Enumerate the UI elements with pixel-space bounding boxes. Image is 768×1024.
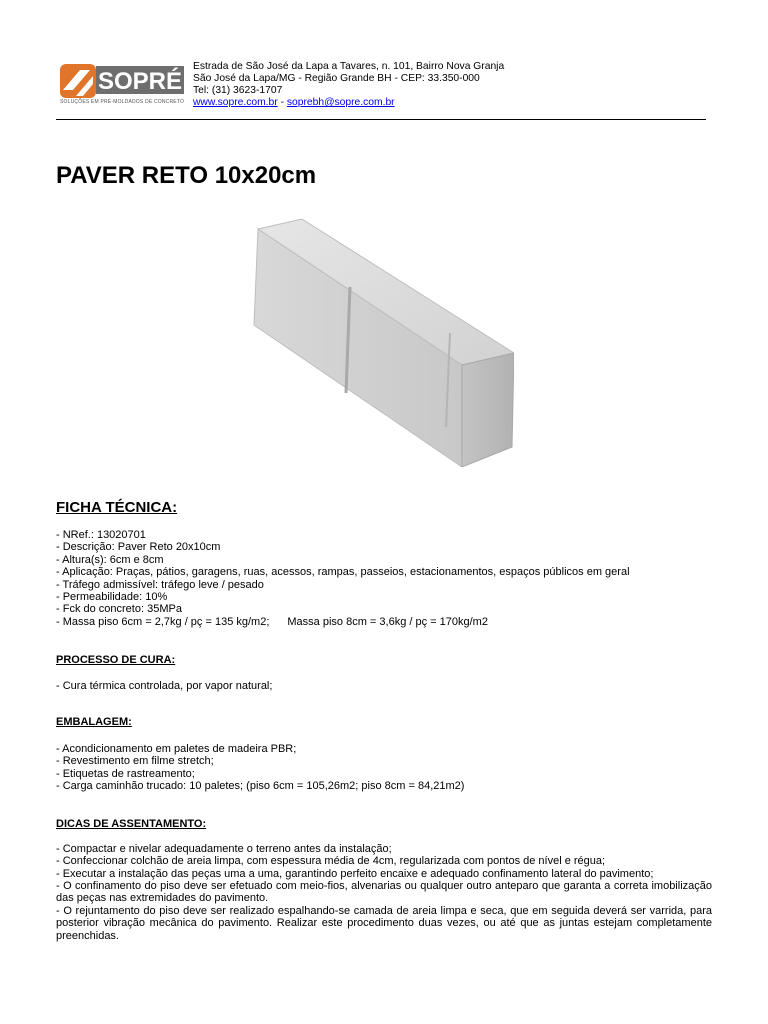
dicas-paragraph-rejuntamento: - O rejuntamento do piso deve ser realizado espalhando-se camada de areia limpa e seca, que em seguida deverá ser varrida, para posterior vibração mecânica do pavimento. Realizar este procedimento duas vezes, ou até que as juntas estejam completamente preenchidas. bbox=[56, 905, 712, 942]
list-item: - Permeabilidade: 10% bbox=[56, 591, 168, 604]
processo-cura-list bbox=[56, 680, 272, 692]
processo-cura-heading: PROCESSO DE CURA: bbox=[56, 654, 176, 666]
list-item: - Fck do concreto: 35MPa bbox=[56, 603, 182, 616]
links-line bbox=[193, 97, 504, 109]
list-item: - NRef.: 13020701 bbox=[56, 529, 146, 541]
list-item: - Confeccionar colchão de areia limpa, com espessura média de 4cm, regularizada com pontos de nível e régua; bbox=[56, 855, 606, 868]
header-divider bbox=[56, 119, 706, 120]
ficha-tecnica-list bbox=[56, 529, 630, 628]
list-item: - Etiquetas de rastreamento; bbox=[56, 767, 195, 780]
list-item: - Revestimento em filme stretch; bbox=[56, 755, 214, 768]
product-photo bbox=[250, 215, 514, 467]
dicas-heading: DICAS DE ASSENTAMENTO: bbox=[56, 818, 207, 830]
list-item: - Compactar e nivelar adequadamente o terreno antes da instalação; bbox=[56, 843, 392, 855]
list-item: - Acondicionamento em paletes de madeira PBR; bbox=[56, 743, 297, 755]
page-title: PAVER RETO 10x20cm bbox=[56, 162, 317, 189]
list-item: - Cura térmica controlada, por vapor natural; bbox=[56, 680, 273, 692]
logo-tagline: SOLUÇÕES EM PRÉ-MOLDADOS DE CONCRETO bbox=[60, 99, 185, 105]
embalagem-list bbox=[56, 743, 464, 793]
list-item: - Aplicação: Praças, pátios, garagens, ruas, acessos, rampas, passeios, estacionamentos, espaços públicos em geral bbox=[56, 566, 630, 579]
list-item: - Tráfego admissível: tráfego leve / pesado bbox=[56, 578, 264, 591]
massa-8cm: Massa piso 8cm = 3,6kg / pç = 170kg/m2 bbox=[287, 615, 488, 628]
website-link[interactable]: www.sopre.com.br bbox=[193, 97, 278, 108]
email-link[interactable]: soprebh@sopre.com.br bbox=[286, 97, 395, 108]
ficha-tecnica-heading: FICHA TÉCNICA: bbox=[56, 499, 178, 516]
massa-row bbox=[56, 616, 630, 628]
massa-6cm: - Massa piso 6cm = 2,7kg / pç = 135 kg/m2; bbox=[56, 615, 270, 628]
list-item: - Executar a instalação das peças uma a uma, garantindo perfeito encaixe e adequado confinamento lateral do pavimento; bbox=[56, 867, 654, 880]
link-separator: - bbox=[277, 97, 287, 108]
dicas-paragraph-confinamento: - O confinamento do piso deve ser efetuado com meio-fios, alvenarias ou qualquer outro anteparo que garanta a correta imobilização das peças nas extremidades do pavimento. bbox=[56, 880, 712, 905]
list-item: - Descrição: Paver Reto 20x10cm bbox=[56, 541, 221, 554]
logo-brand-text: SOPRÉ bbox=[97, 68, 183, 95]
list-item: - Carga caminhão trucado: 10 paletes; (piso 6cm = 105,26m2; piso 8cm = 84,21m2) bbox=[56, 780, 465, 793]
address-line-2: São José da Lapa/MG - Região Grande BH - CEP: 33.350-000 bbox=[193, 73, 480, 84]
header-contact bbox=[193, 61, 504, 109]
embalagem-heading: EMBALAGEM: bbox=[56, 716, 132, 728]
paver-side-face bbox=[462, 353, 514, 467]
paver-block-image bbox=[250, 215, 514, 467]
address-line-1: Estrada de São José da Lapa a Tavares, n. 101, Bairro Nova Granja bbox=[193, 61, 505, 72]
dicas-list bbox=[56, 843, 653, 880]
phone: Tel: (31) 3623-1707 bbox=[193, 85, 283, 96]
list-item: - Altura(s): 6cm e 8cm bbox=[56, 553, 164, 566]
